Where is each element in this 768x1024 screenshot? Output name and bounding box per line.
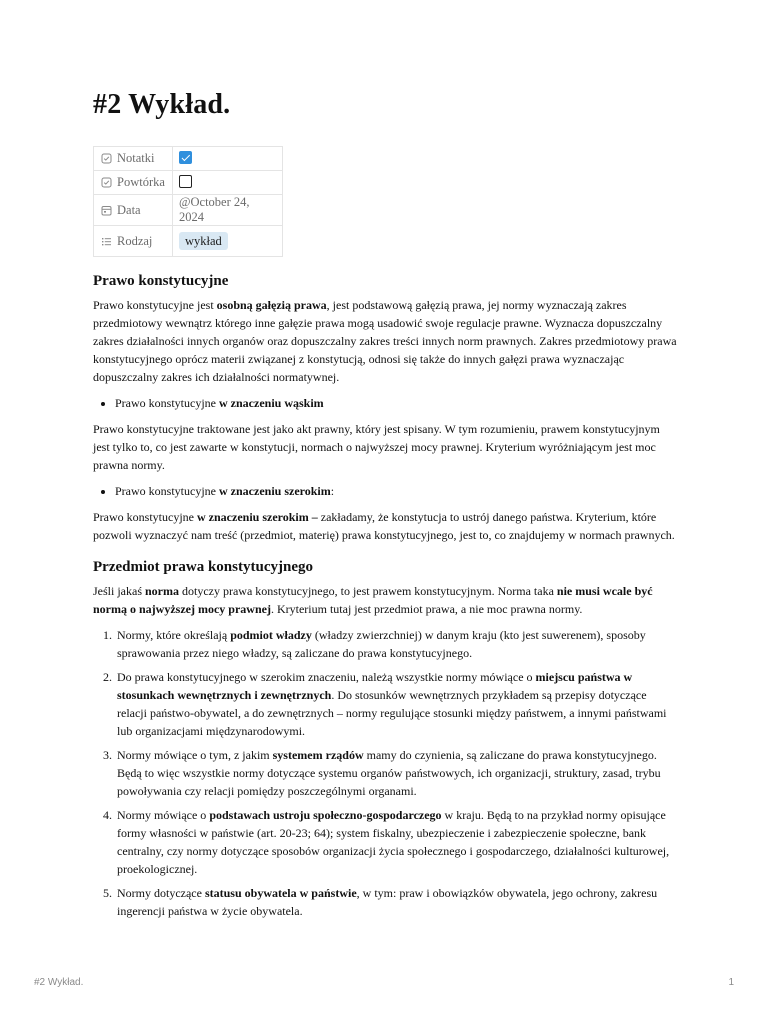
list-item: 4. Normy mówiące o podstawach ustroju społeczno-gospodarczego w kraju. Będą to na przykład normy opisujące formy własności w państwie (art. 20-23; 64); system fiskalny, ubezpieczenie i zabezpieczenie społeczne, bank centralny, czy normy dotyczące sposobów organizacji życia społecznego i gospodarczego, działalności kulturowej, proekologicznej. [115,806,678,878]
list-item: • Prawo konstytucyjne w znaczeniu szerokim: [115,482,678,500]
list-icon [100,236,113,247]
bullet-list [93,394,678,412]
notatki-checkbox[interactable] [179,151,192,164]
list-item: • Prawo konstytucyjne w znaczeniu wąskim [115,394,678,412]
properties-table [93,146,283,257]
property-label: Powtórka [117,175,165,189]
rodzaj-tag[interactable]: wykład [179,232,228,250]
section-heading: Prawo konstytucyjne [93,273,229,289]
numbered-list [93,626,678,920]
powtorka-checkbox[interactable] [179,175,192,188]
property-powtorka [94,171,283,195]
property-label: Rodzaj [117,233,153,248]
checkbox-property-icon [100,177,113,188]
list-item: 1. Normy, które określają podmiot władzy (władzy zwierzchniej) w danym kraju (kto jest suwerenem), sposoby sprawowania przez niego władzy, są zaliczane do prawa konstytucyjnego. [115,626,678,662]
property-data [94,195,283,226]
calendar-icon [100,205,113,216]
paragraph: Prawo konstytucyjne w znaczeniu szerokim – zakładamy, że konstytucja to ustrój danego państwa. Kryterium, które pozwoli wyznaczyć nam treść (przedmiot, materię) prawa konstytucyjnego, jest to, co znajdujemy w normach prawnych. [93,510,675,542]
checkbox-property-icon [100,153,113,164]
document-page [93,86,678,928]
list-item: 3. Normy mówiące o tym, z jakim systemem rządów mamy do czynienia, są zaliczane do prawa konstytucyjnego. Będą to więc wszystkie normy dotyczące systemu organów państwowych, ich organizacji, struktury, zasad, trybu powoływania czy relacji pomiędzy poszczególnymi organami. [115,746,678,800]
bullet-list [93,482,678,500]
property-rodzaj [94,226,283,257]
page-title: #2 Wykład. [93,89,231,120]
list-item: 5. Normy dotyczące statusu obywatela w państwie, w tym: praw i obowiązków obywatela, jego ochrony, zakresu ingerencji państwa w życie obywatela. [115,884,678,920]
property-label: Data [117,202,141,217]
paragraph: Prawo konstytucyjne jest osobną gałęzią prawa, jest podstawową gałęzią prawa, jej normy wyznaczają zakres przedmiotowy wewnątrz którego inne gałęzie prawa mogą usadowić swoje regulacje prawne. Wyznacza dopuszczalny zakres działalności innych organów oraz dopuszczalny zakres treści innych norm prawnych. Zakres przedmiotowy prawa konstytucyjnego oprócz materii związanej z konstytucją, odnosi się także do innych gałęzi prawa wyznaczając dopuszczalny zakres ich działalności normatywnej. [93,298,677,384]
property-label: Notatki [117,151,155,165]
footer-title: #2 Wykład. [34,977,84,988]
list-item: 2. Do prawa konstytucyjnego w szerokim znaczeniu, należą wszystkie normy mówiące o miejscu państwa w stosunkach wewnętrznych i zewnętrznych. Do stosunków wewnętrznych przykładem są przepisy dotyczące relacji państwo-obywatel, a do zewnętrznych – normy regulujące stosunki między państwem, a innymi państwami lub organizacjami międzynarodowymi. [115,668,678,740]
paragraph: Jeśli jakaś norma dotyczy prawa konstytucyjnego, to jest prawem konstytucyjnym. Norma taka nie musi wcale być normą o najwyższej mocy prawnej. Kryterium tutaj jest przedmiot prawa, a nie moc prawna normy. [93,584,653,616]
property-notatki [94,147,283,171]
page-number: 1 [728,977,734,988]
paragraph: Prawo konstytucyjne traktowane jest jako akt prawny, który jest spisany. W tym rozumieniu, prawem konstytucyjnym jest tylko to, co jest zawarte w konstytucji, normach o najwyższej mocy prawnej. Kryterium wyróżniającym jest moc prawna normy. [93,422,660,472]
section-heading: Przedmiot prawa konstytucyjnego [93,559,313,575]
date-value[interactable]: @October 24, 2024 [173,195,283,226]
